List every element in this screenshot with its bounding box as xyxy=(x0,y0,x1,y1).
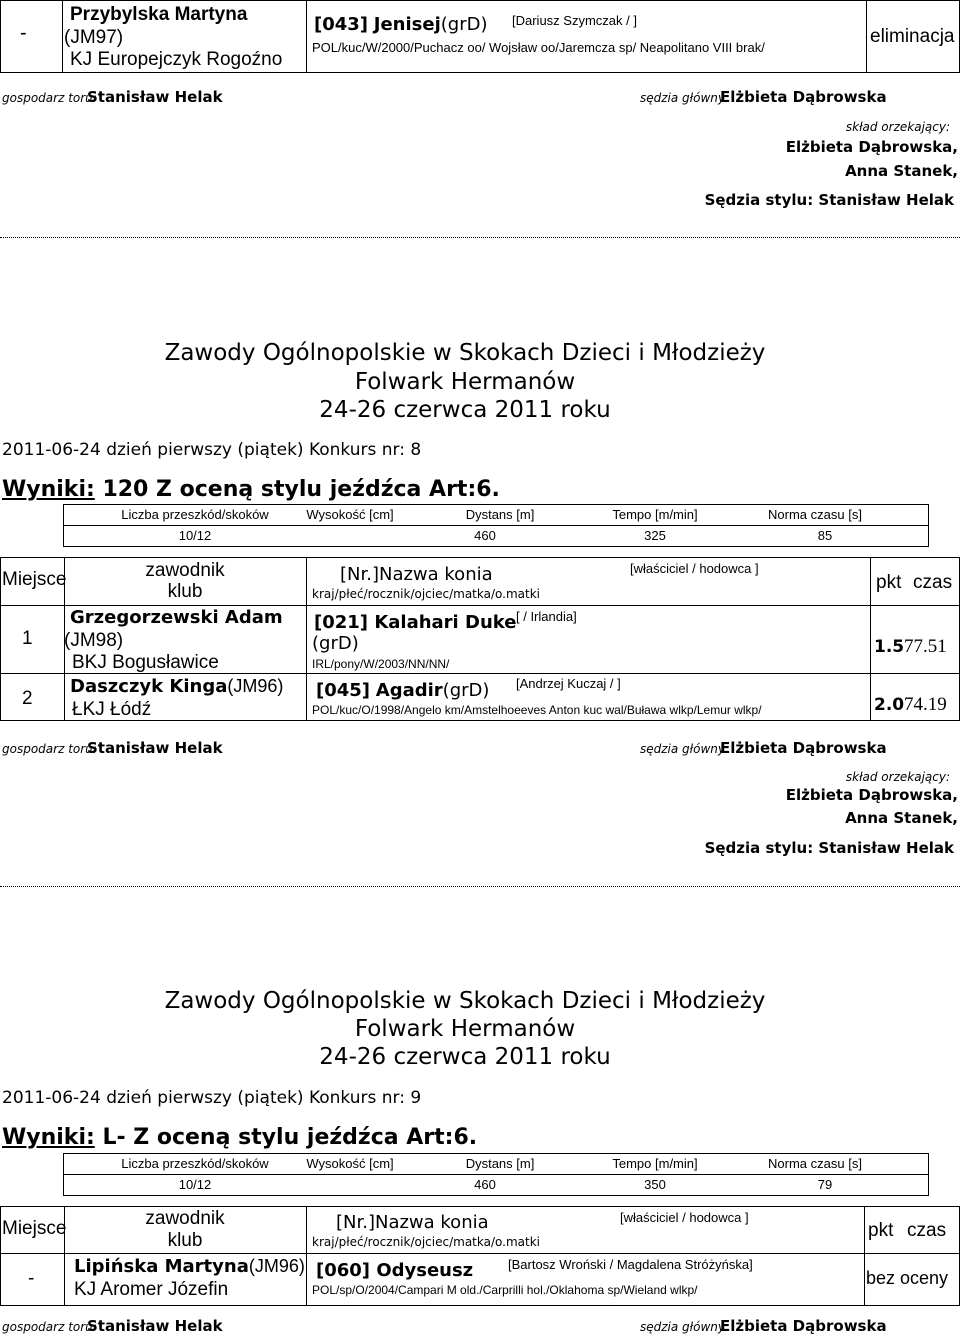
param-header: Liczba przeszkód/skoków xyxy=(121,507,269,522)
style-judge: Sędzia stylu: Stanisław Helak xyxy=(704,839,954,857)
param-header: Wysokość [cm] xyxy=(306,507,394,522)
row-club: KJ Aromer Józefin xyxy=(74,1279,229,1300)
horse-number: [021] xyxy=(314,612,369,633)
param-value: 350 xyxy=(644,1177,666,1192)
divider xyxy=(306,557,307,721)
results-label: Wyniki: xyxy=(2,477,95,502)
host-label: gospodarz toru: xyxy=(2,91,97,105)
row-rider-code: (JM98) xyxy=(64,630,124,651)
param-header: Liczba przeszkód/skoków xyxy=(121,1156,269,1171)
row-place: - xyxy=(28,1268,35,1289)
row-horse xyxy=(314,612,516,633)
competition-title: Zawody Ogólnopolskie w Skokach Dzieci i Młodzieży xyxy=(164,988,766,1014)
result: eliminacja xyxy=(870,26,955,47)
row-rider xyxy=(74,1256,305,1277)
host-label: gospodarz toru: xyxy=(2,1320,97,1334)
row-owner: [Bartosz Wroński / Magdalena Stróżyńska] xyxy=(508,1257,753,1272)
horse-line xyxy=(314,14,487,35)
row-points: 2.0 xyxy=(874,695,905,715)
results-heading xyxy=(2,477,500,502)
row-points: 1.5 xyxy=(874,637,905,657)
place: - xyxy=(20,22,27,44)
header-pedigree: kraj/płeć/rocznik/ojciec/matka/o.matki xyxy=(312,587,540,601)
owner: [Dariusz Szymczak / ] xyxy=(512,13,637,28)
panel-label: skład orzekający: xyxy=(845,120,950,134)
param-header: Dystans [m] xyxy=(465,1156,535,1171)
row-club: ŁKJ Łódź xyxy=(72,699,152,720)
competition-venue: Folwark Hermanów xyxy=(354,1016,576,1042)
header-club: klub xyxy=(167,581,203,602)
host-name: Stanisław Helak xyxy=(87,88,223,106)
horse-name: Kalahari Duke xyxy=(374,612,517,633)
param-value: 460 xyxy=(474,1177,496,1192)
header-time: czas xyxy=(907,1220,947,1241)
pedigree: POL/kuc/W/2000/Puchacz oo/ Wojsław oo/Jaremcza sp/ Neapolitano VIII brak/ xyxy=(312,40,765,55)
divider xyxy=(306,0,307,73)
header-owner: [właściciel / hodowca ] xyxy=(630,561,759,576)
param-value: 79 xyxy=(817,1177,833,1192)
horse-breed: (grD) xyxy=(442,680,490,701)
separator xyxy=(0,886,960,887)
header-rider: zawodnik xyxy=(145,560,225,581)
row-rider-name: Grzegorzewski Adam xyxy=(70,607,283,628)
panel-member-1: Elżbieta Dąbrowska, xyxy=(785,138,958,156)
param-header: Tempo [m/min] xyxy=(612,1156,698,1171)
header-horse: [Nr.]Nazwa konia xyxy=(336,1212,489,1233)
header-club: klub xyxy=(167,1230,203,1251)
row-place: 1 xyxy=(22,628,33,649)
divider xyxy=(63,1174,929,1175)
judge-name: Elżbieta Dąbrowska xyxy=(720,739,887,757)
param-value: 10/12 xyxy=(178,1177,212,1192)
rider-name: Lipińska Martyna xyxy=(74,1256,249,1277)
results-heading xyxy=(2,1125,477,1150)
row-pedigree: POL/kuc/O/1998/Angelo km/Amstelhoeeves Anton kuc wal/Buława wlkp/Lemur wlkp/ xyxy=(312,703,762,717)
divider xyxy=(866,0,867,73)
rider-name: Przybylska Martyna xyxy=(70,4,248,25)
host-label: gospodarz toru: xyxy=(2,742,97,756)
header-place: Miejsce xyxy=(2,1218,67,1239)
horse-number: [045] xyxy=(316,680,371,701)
row-time: 74.19 xyxy=(904,694,947,715)
row-club: BKJ Bogusławice xyxy=(72,652,219,673)
row-horse xyxy=(316,1260,473,1281)
row-horse-breed: (grD) xyxy=(312,633,359,654)
row-rider xyxy=(70,676,283,697)
results-title: L- Z oceną stylu jeźdźca Art:6. xyxy=(94,1125,478,1150)
horse-number: [060] xyxy=(316,1260,371,1281)
param-header: Norma czasu [s] xyxy=(768,507,862,522)
divider xyxy=(0,1253,960,1254)
judge-name: Elżbieta Dąbrowska xyxy=(720,1317,887,1335)
header-points: pkt xyxy=(868,1220,894,1241)
horse-name: Odyseusz xyxy=(376,1260,474,1281)
param-header: Wysokość [cm] xyxy=(306,1156,394,1171)
rider-code: (JM96) xyxy=(227,676,284,696)
header-place: Miejsce xyxy=(2,569,67,590)
row-result: bez oceny xyxy=(866,1268,949,1288)
rider-name: Daszczyk Kinga xyxy=(70,676,228,697)
judge-name: Elżbieta Dąbrowska xyxy=(720,88,887,106)
separator xyxy=(0,237,960,238)
header-time: czas xyxy=(913,572,953,593)
row-time: 77.51 xyxy=(904,636,947,657)
competition-dates: 24-26 czerwca 2011 roku xyxy=(319,397,611,423)
horse-number: [043] xyxy=(314,14,369,35)
param-header: Tempo [m/min] xyxy=(612,507,698,522)
header-horse: [Nr.]Nazwa konia xyxy=(340,564,493,585)
results-label: Wyniki: xyxy=(2,1125,95,1150)
panel-label: skład orzekający: xyxy=(845,770,950,784)
param-value: 325 xyxy=(644,528,666,543)
rider-code: (JM97) xyxy=(64,27,124,48)
judge-label: sędzia główny: xyxy=(640,91,730,105)
host-name: Stanisław Helak xyxy=(87,1317,223,1335)
competition-title: Zawody Ogólnopolskie w Skokach Dzieci i Młodzieży xyxy=(164,340,766,366)
panel-member-1: Elżbieta Dąbrowska, xyxy=(785,786,958,804)
divider xyxy=(306,1206,307,1306)
competition-subtitle: 2011-06-24 dzień pierwszy (piątek) Konkurs nr: 8 xyxy=(2,440,422,460)
header-points: pkt xyxy=(876,572,902,593)
row-place: 2 xyxy=(22,688,33,709)
judge-label: sędzia główny: xyxy=(640,1320,730,1334)
param-value: 10/12 xyxy=(178,528,212,543)
panel-member-2: Anna Stanek, xyxy=(845,162,958,180)
header-pedigree: kraj/płeć/rocznik/ojciec/matka/o.matki xyxy=(312,1235,540,1249)
header-rider: zawodnik xyxy=(145,1208,225,1229)
club: KJ Europejczyk Rogoźno xyxy=(70,49,283,70)
panel-member-2: Anna Stanek, xyxy=(845,809,958,827)
divider xyxy=(0,605,960,606)
competition-dates: 24-26 czerwca 2011 roku xyxy=(319,1044,611,1070)
row-horse xyxy=(316,680,489,701)
horse-name: Jenisej xyxy=(373,14,441,35)
competition-venue: Folwark Hermanów xyxy=(354,369,576,395)
horse-name: Agadir xyxy=(375,680,443,701)
divider xyxy=(62,0,63,73)
judge-label: sędzia główny: xyxy=(640,742,730,756)
divider xyxy=(63,525,929,526)
param-header: Dystans [m] xyxy=(465,507,535,522)
host-name: Stanisław Helak xyxy=(87,739,223,757)
row-pedigree: IRL/pony/W/2003/NN/NN/ xyxy=(312,657,450,671)
row-pedigree: POL/sp/O/2004/Campari M old./Carprilli hol./Oklahoma sp/Wieland wlkp/ xyxy=(312,1283,698,1297)
row-owner: [Andrzej Kuczaj / ] xyxy=(516,676,621,691)
style-judge: Sędzia stylu: Stanisław Helak xyxy=(704,191,954,209)
param-value: 85 xyxy=(817,528,833,543)
rider-code: (JM96) xyxy=(248,1256,305,1276)
horse-breed: (grD) xyxy=(440,14,488,35)
divider xyxy=(864,1206,865,1306)
results-title: 120 Z oceną stylu jeźdźca Art:6. xyxy=(94,477,500,502)
param-header: Norma czasu [s] xyxy=(768,1156,862,1171)
divider xyxy=(870,557,871,721)
header-owner: [właściciel / hodowca ] xyxy=(620,1210,749,1225)
param-value: 460 xyxy=(474,528,496,543)
competition-subtitle: 2011-06-24 dzień pierwszy (piątek) Konkurs nr: 9 xyxy=(2,1088,422,1108)
row-owner: [ / Irlandia] xyxy=(516,609,577,624)
